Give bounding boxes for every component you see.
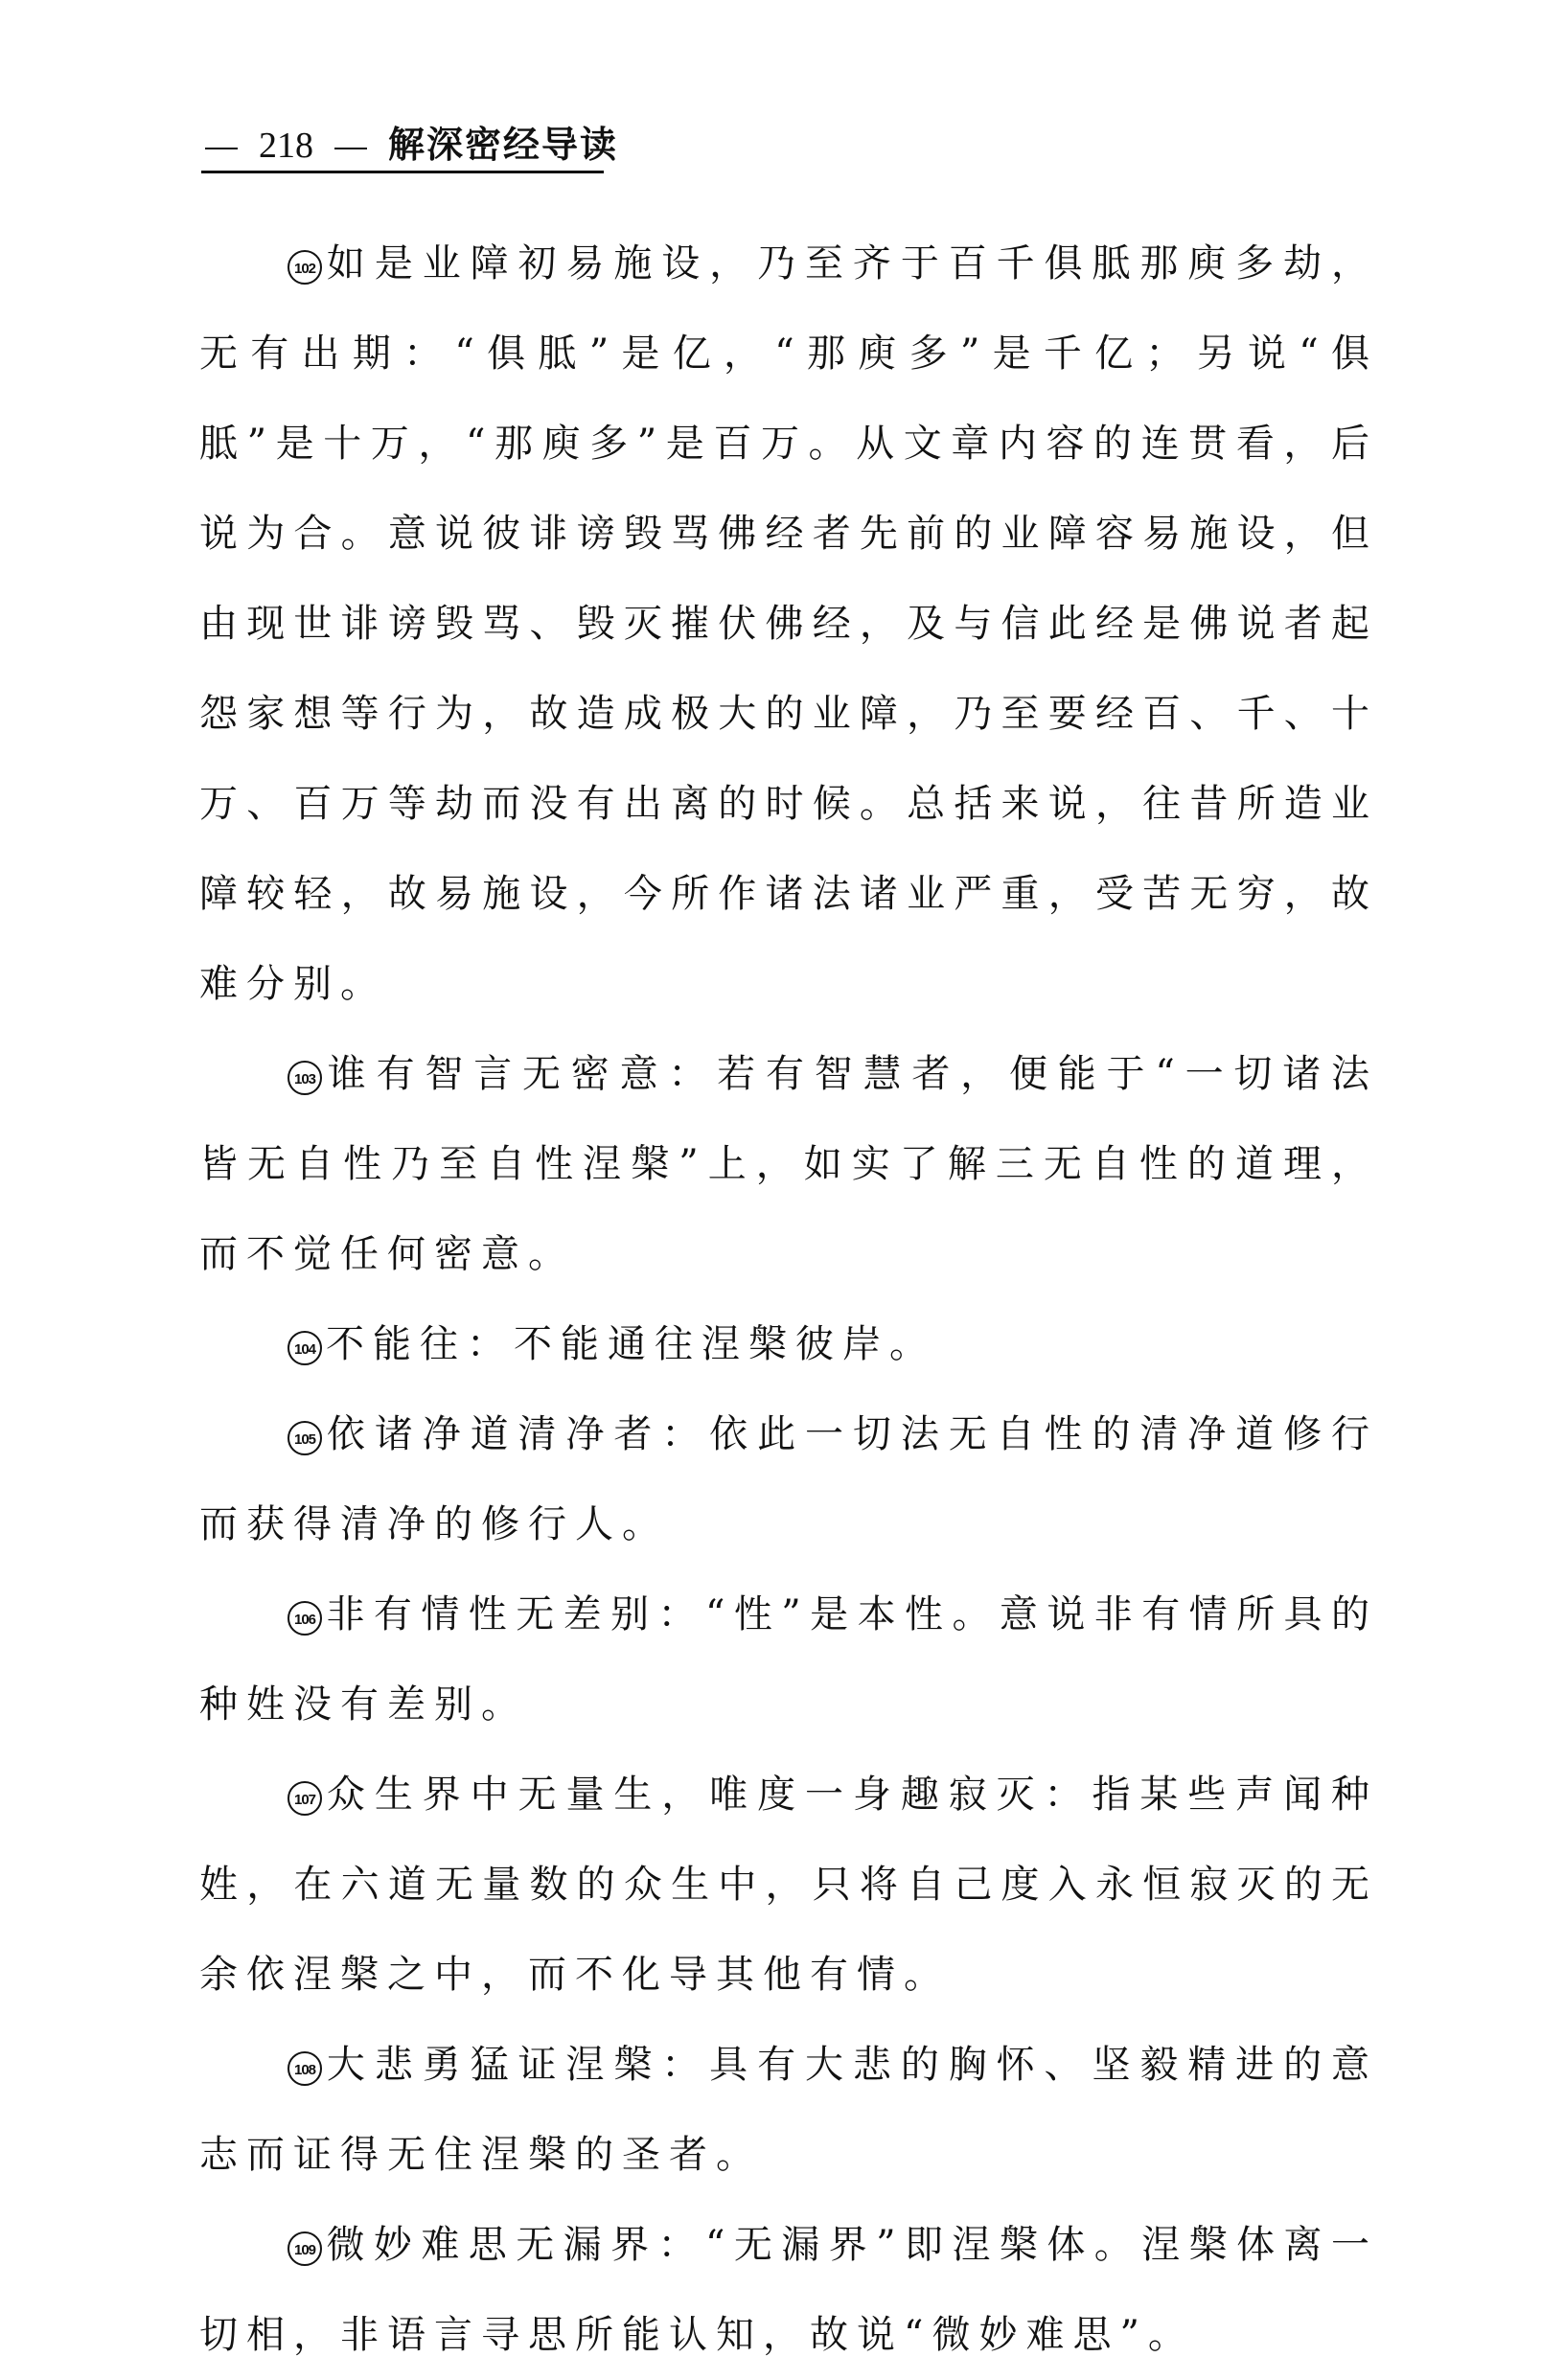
note-paragraph — [199, 2020, 1378, 2200]
note-paragraph — [199, 1569, 1378, 1750]
note-paragraph — [199, 1029, 1378, 1299]
note-paragraph — [199, 1299, 1378, 1389]
note-number: 106 — [288, 1601, 322, 1636]
note-number: 107 — [288, 1781, 322, 1816]
running-header — [201, 123, 619, 173]
note-text: 微妙难思无漏界：“无漏界”即涅槃体。涅槃体离一切相，非语言寻思所能认知，故说“微妙难思”。 — [199, 2223, 1378, 2357]
note-text: 依诸净道清净者：依此一切法无自性的清净道修行而获得清净的修行人。 — [199, 1412, 1378, 1546]
note-number: 105 — [288, 1421, 322, 1455]
note-text: 谁有智言无密意：若有智慧者，便能于“一切诸法皆无自性乃至自性涅槃”上，如实了解三无自性的道理，而不觉任何密意。 — [199, 1052, 1378, 1276]
note-paragraph — [199, 218, 1378, 1029]
note-number: 102 — [288, 250, 322, 285]
note-text: 不能往：不能通往涅槃彼岸。 — [326, 1322, 936, 1366]
book-title: 解深密经导读 — [388, 123, 619, 166]
note-text: 众生界中无量生，唯度一身趣寂灭：指某些声闻种姓，在六道无量数的众生中，只将自己度入永恒寂灭的无余依涅槃之中，而不化导其他有情。 — [199, 1773, 1378, 1997]
note-number: 108 — [288, 2051, 322, 2086]
note-paragraph — [199, 1389, 1378, 1569]
note-text: 如是业障初易施设，乃至齐于百千俱胝那庾多劫，无有出期：“俱胝”是亿，“那庾多”是千亿；另说“俱胝”是十万，“那庾多”是百万。从文章内容的连贯看，后说为合。意说彼诽谤毁骂佛经者先前的业障容易施设，但由现世诽谤毁骂、毁灭摧伏佛经，及与信此经是佛说者起怨家想等行为，故造成极大的业障，乃至要经百、千、十万、百万等劫而没有出离的时候。总括来说，往昔所造业障较轻，故易施设，今所作诸法诸业严重，受苦无穷，故难分别。 — [199, 241, 1378, 1006]
note-text: 非有情性无差别：“性”是本性。意说非有情所具的种姓没有差别。 — [199, 1592, 1378, 1727]
note-text: 大悲勇猛证涅槃：具有大悲的胸怀、坚毅精进的意志而证得无住涅槃的圣者。 — [199, 2043, 1378, 2177]
notes-body — [199, 218, 1378, 2380]
page-number: 218 — [259, 126, 313, 166]
header-dash-right — [334, 148, 367, 149]
note-number: 103 — [288, 1061, 322, 1095]
header-dash-left — [205, 148, 238, 149]
note-number: 109 — [288, 2231, 322, 2266]
note-paragraph — [199, 1750, 1378, 2020]
note-paragraph — [199, 2200, 1378, 2380]
note-number: 104 — [288, 1331, 322, 1365]
